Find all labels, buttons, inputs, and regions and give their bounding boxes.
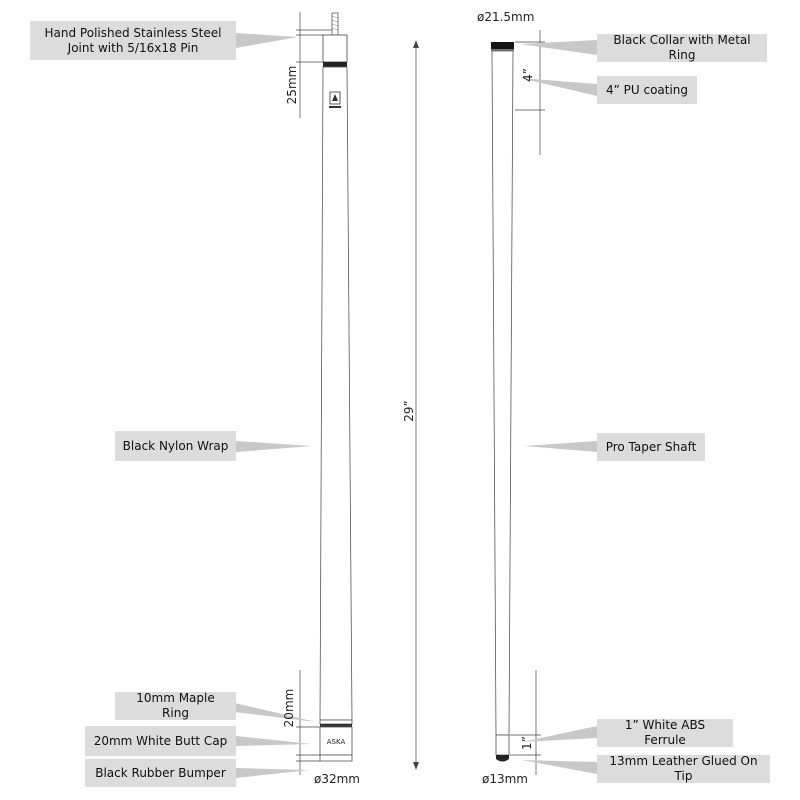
shaft-collar [491,42,514,49]
dim-butt-diameter: ø32mm [314,772,360,786]
callout-pu-coating: 4” PU coating [597,76,697,104]
dim-pu-length: 4” [521,68,535,82]
joint-collar [323,35,347,62]
butt-body [320,67,352,720]
callout-collar: Black Collar with Metal Ring [597,34,767,62]
callout-butt-cap: 20mm White Butt Cap [85,726,236,756]
callout-bumper: Black Rubber Bumper [85,759,236,787]
dim-total-length: 29” [402,400,416,422]
rubber-bumper [320,755,352,761]
shaft-dimension-lines [510,30,545,775]
callout-joint: Hand Polished Stainless Steel Joint with 5/16x18 Pin [30,21,236,60]
dim-ferrule-length: 1” [520,736,534,750]
maple-ring [320,720,352,724]
shaft-body [492,51,513,735]
callout-nylon-wrap: Black Nylon Wrap [115,431,236,461]
callout-maple-ring: 10mm Maple Ring [115,692,236,720]
dim-shaft-joint-diameter: ø21.5mm [477,10,535,24]
shaft-section [491,42,514,762]
ferrule [496,735,509,755]
butt-section [320,13,352,761]
joint-ring [323,62,347,67]
callout-ferrule: 1” White ABS Ferrule [597,719,733,747]
dim-tip-diameter: ø13mm [482,772,528,786]
callout-shaft: Pro Taper Shaft [597,433,705,461]
leather-tip [496,755,509,762]
callout-tip: 13mm Leather Glued On Tip [597,755,770,783]
butt-cap-text: ASKA [326,738,346,746]
dim-butt-cap-length: 20mm [282,688,296,728]
dim-joint-length: 25mm [285,65,299,105]
